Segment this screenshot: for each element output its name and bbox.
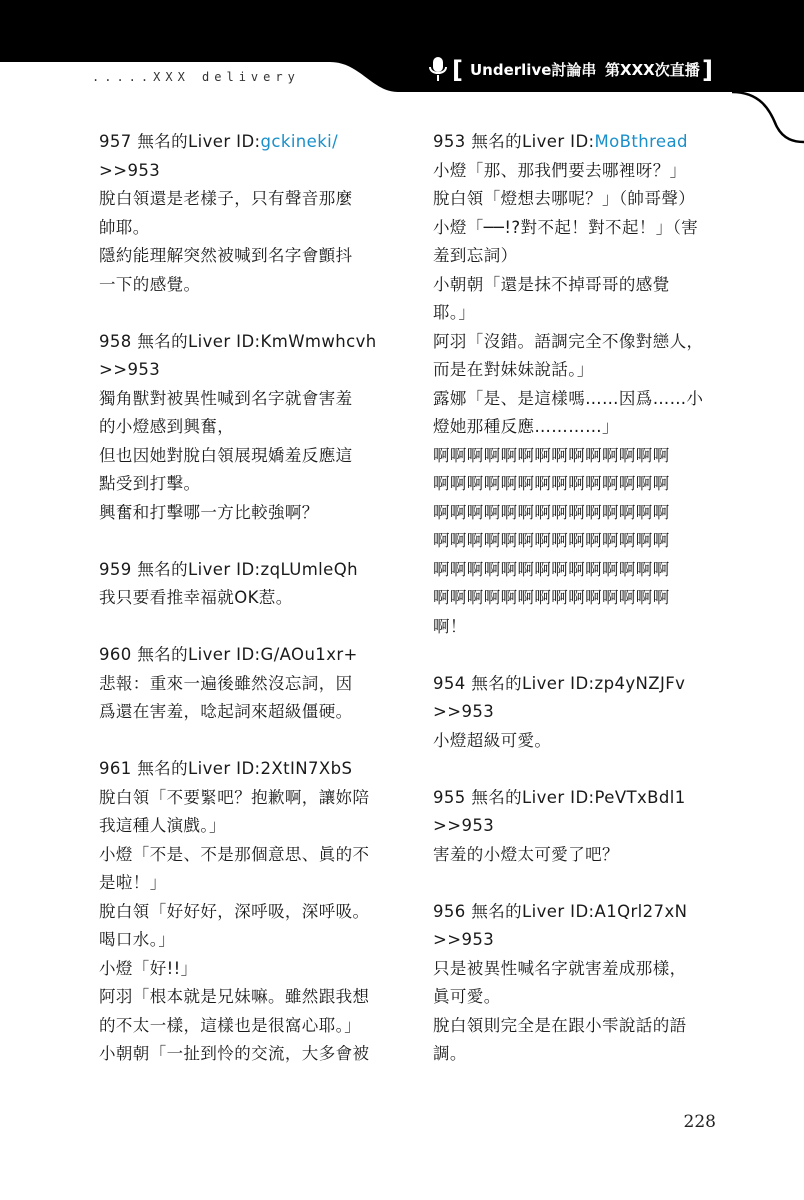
- poster-id: gckineki/: [260, 132, 339, 151]
- post-text-line: 點受到打擊。: [99, 474, 201, 493]
- post-number: 959: [99, 559, 132, 579]
- microphone-icon: [428, 56, 448, 84]
- post: [99, 641, 385, 727]
- post-number: 955: [433, 787, 466, 807]
- post-text-line: 阿羽「根本就是兄妹嘛。雖然跟我想: [99, 987, 370, 1006]
- post-text-line: 爲還在害羞，唸起詞來超級僵硬。: [99, 702, 353, 721]
- post-text-line: 啊啊啊啊啊啊啊啊啊啊啊啊啊啊: [433, 588, 670, 607]
- poster-name: 無名的Liver ID:: [137, 132, 261, 151]
- post-text-line: 我只要看推幸福就OK惹。: [99, 588, 293, 607]
- post-text-line: >>953: [433, 930, 495, 949]
- post-header: [433, 898, 719, 927]
- post-number: 961: [99, 759, 132, 778]
- post-text-line: 啊啊啊啊啊啊啊啊啊啊啊啊啊啊: [433, 445, 670, 465]
- post-text-line: 獨角獸對被異性喊到名字就會害羞: [99, 388, 353, 408]
- post-header: [433, 670, 719, 699]
- right-column: [433, 128, 719, 1097]
- post-text-line: 小朝朝「還是抹不掉哥哥的感覺: [433, 274, 670, 294]
- post-text-line: 耶。」: [433, 303, 476, 322]
- post-header: [433, 784, 719, 813]
- post-number: 960: [99, 645, 132, 664]
- post-text-line: >>953: [99, 360, 161, 379]
- post-text-line: 小燈「──!?對不起！對不起！」（害: [433, 217, 699, 237]
- post-text-line: 燈她那種反應…………」: [433, 417, 619, 436]
- post: [99, 755, 385, 1069]
- post-number: 957: [99, 132, 132, 151]
- poster-name: 無名的Liver ID:: [471, 132, 595, 151]
- post-text-line: 小燈超級可愛。: [433, 730, 552, 750]
- post-text-line: 啊啊啊啊啊啊啊啊啊啊啊啊啊啊: [433, 559, 670, 579]
- post: [99, 128, 385, 299]
- post-header: [99, 128, 385, 157]
- post-text-line: >>953: [433, 816, 495, 835]
- post-number: 956: [433, 901, 466, 921]
- post: [99, 328, 385, 528]
- left-column: [99, 128, 385, 1097]
- post-header: [99, 641, 385, 670]
- post-text-line: 小燈「不是、不是那個意思、眞的不: [99, 844, 370, 864]
- post-text-line: 的不太一樣，這樣也是很窩心耶。」: [99, 1015, 362, 1035]
- post-text-line: 羞到忘詞）: [433, 246, 518, 265]
- post-number: 953: [433, 132, 466, 151]
- post-number: 954: [433, 673, 466, 693]
- post: [433, 670, 719, 756]
- poster-name: 無名的Liver ID:: [137, 645, 261, 664]
- delivery-label: .....XXX delivery: [92, 70, 300, 84]
- post-text-line: 小燈「那、那我們要去哪裡呀？」: [433, 160, 687, 180]
- post-text-line: 小朝朝「一扯到怜的交流，大多會被: [99, 1044, 370, 1063]
- poster-id: zp4yNZJFv: [594, 673, 686, 693]
- bracket-left: [: [452, 56, 463, 84]
- page-number: 228: [683, 1112, 716, 1132]
- poster-name: 無名的Liver ID:: [471, 901, 595, 921]
- post-text-line: 阿羽「沒錯。語調完全不像對戀人，: [433, 331, 704, 351]
- forum-title: Underlive討論串: [470, 61, 597, 79]
- post-text-line: 而是在對妹妹說話。」: [433, 360, 594, 379]
- post-text-line: 只是被異性喊名字就害羞成那樣，: [433, 958, 687, 978]
- post-text-line: 脫白領「好好好，深呼吸，深呼吸。: [99, 901, 370, 921]
- post-text-line: 啊啊啊啊啊啊啊啊啊啊啊啊啊啊: [433, 502, 670, 522]
- post-text-line: 但也因她對脫白領展現嬌羞反應這: [99, 445, 353, 465]
- poster-id: zqLUmleQh: [260, 559, 358, 579]
- post-text-line: >>953: [99, 160, 161, 180]
- poster-name: 無名的Liver ID:: [137, 559, 261, 579]
- post-text-line: 啊啊啊啊啊啊啊啊啊啊啊啊啊啊: [433, 474, 670, 493]
- post-text-line: 啊啊啊啊啊啊啊啊啊啊啊啊啊啊: [433, 531, 670, 550]
- post: [433, 898, 719, 1069]
- post-text-line: 啊！: [433, 616, 467, 636]
- post-text-line: 是啦！」: [99, 873, 167, 892]
- poster-id: 2XtIN7XbS: [260, 759, 353, 778]
- poster-id: PeVTxBdl1: [594, 787, 686, 807]
- post-text-line: 隱約能理解突然被喊到名字會顫抖: [99, 246, 353, 265]
- post-text-line: 一下的感覺。: [99, 274, 201, 294]
- broadcast-number: 第XXX次直播: [605, 61, 700, 79]
- post-text-line: 的小燈感到興奮，: [99, 417, 235, 436]
- poster-id: A1Qrl27xN: [594, 901, 688, 921]
- post-header: [433, 128, 719, 157]
- poster-id: MoBthread: [594, 132, 688, 151]
- post-text-line: 調。: [433, 1044, 467, 1063]
- post-text-line: 帥耶。: [99, 217, 150, 237]
- poster-id: G/AOu1xr+: [260, 645, 358, 664]
- poster-name: 無名的Liver ID:: [471, 673, 595, 693]
- poster-id: KmWmwhcvh: [260, 331, 377, 351]
- post-number: 958: [99, 331, 132, 351]
- post-header: [99, 755, 385, 784]
- post-text-line: 興奮和打擊哪一方比較強啊？: [99, 502, 319, 522]
- poster-name: 無名的Liver ID:: [471, 787, 595, 807]
- post-text-line: 悲報：重來一遍後雖然沒忘詞，因: [99, 673, 353, 693]
- post-header: [99, 328, 385, 357]
- post-text-line: 眞可愛。: [433, 987, 501, 1006]
- post-text-line: 露娜「是、是這樣嗎……因爲……小: [433, 388, 704, 408]
- post: [99, 556, 385, 613]
- post-text-line: 脫白領「燈想去哪呢？」（帥哥聲）: [433, 189, 696, 208]
- post-header: [99, 556, 385, 585]
- post-text-line: 脫白領則完全是在跟小雫說話的語: [433, 1015, 687, 1035]
- poster-name: 無名的Liver ID:: [137, 331, 261, 351]
- post-text-line: 小燈「好!!」: [99, 958, 198, 978]
- post: [433, 128, 719, 641]
- post-text-line: 脫白領「不要緊吧？抱歉啊，讓妳陪: [99, 787, 370, 807]
- post-text-line: 喝口水。」: [99, 930, 176, 949]
- post-text-line: >>953: [433, 702, 495, 721]
- poster-name: 無名的Liver ID:: [137, 759, 261, 778]
- post-text-line: 害羞的小燈太可愛了吧？: [433, 844, 619, 864]
- post-text-line: 脫白領還是老樣子，只有聲音那麼: [99, 189, 353, 208]
- bracket-right: ]: [702, 56, 713, 84]
- post-text-line: 我這種人演戲。」: [99, 816, 226, 835]
- post: [433, 784, 719, 870]
